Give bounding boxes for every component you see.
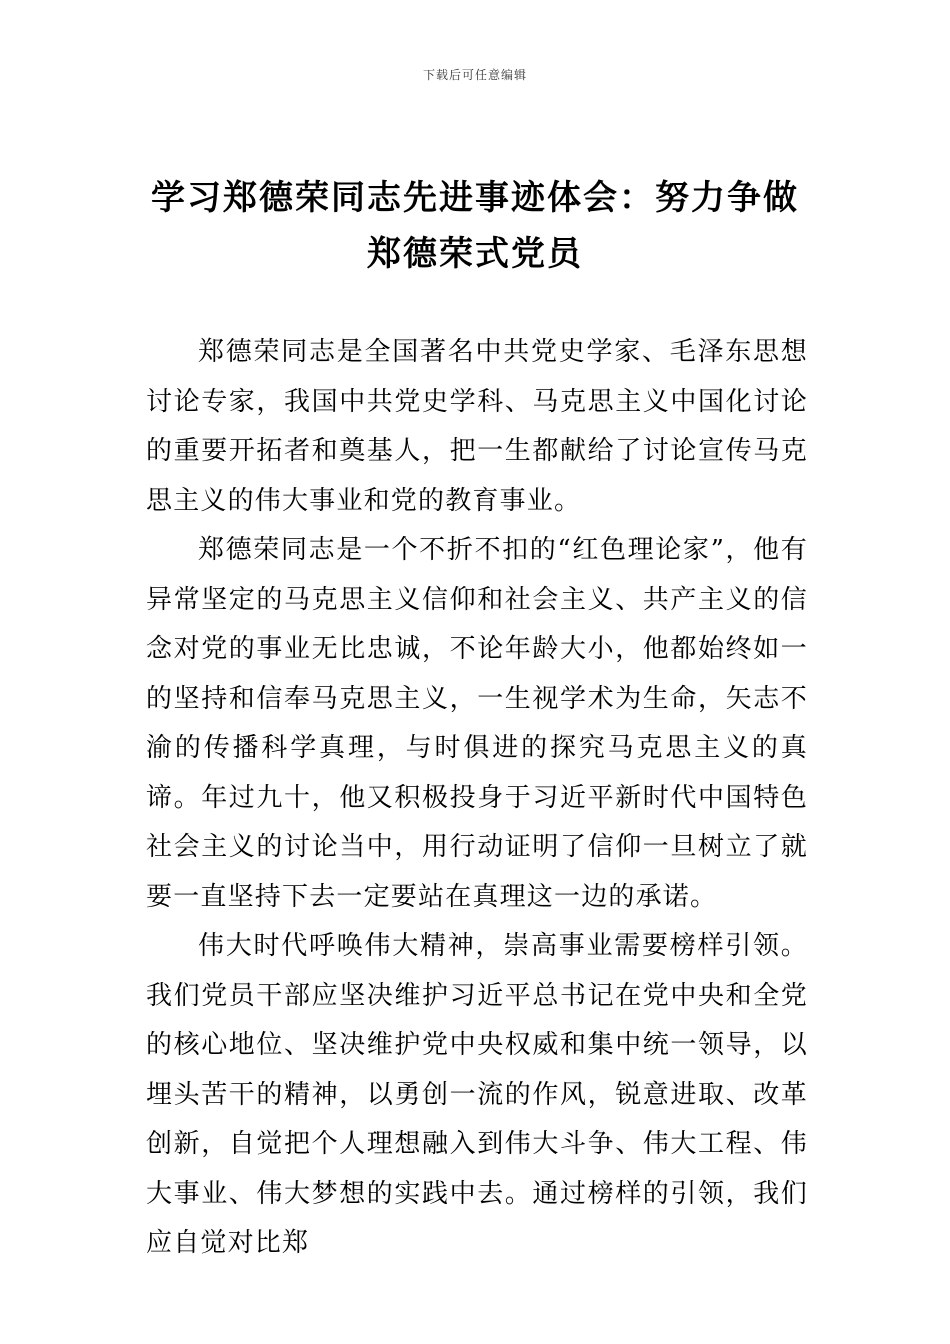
document-body — [146, 328, 808, 1269]
page-header-note: 下载后可任意编辑 — [422, 68, 527, 82]
paragraph: 郑德荣同志是一个不折不扣的“红色理论家”，他有异常坚定的马克思主义信仰和社会主义、共产主义的信念对党的事业无比忠诚，不论年龄大小，他都始终如一的坚持和信奉马克思主义，一生视学术为生命，矢志不渝的传播科学真理，与时俱进的探究马克思主义的真谛。年过九十，他又积极投身于习近平新时代中国特色社会主义的讨论当中，用行动证明了信仰一旦树立了就要一直坚持下去一定要站在真理这一边的承诺。 — [146, 535, 808, 912]
paragraph: 伟大时代呼唤伟大精神，崇高事业需要榜样引领。我们党员干部应坚决维护习近平总书记在党中央和全党的核心地位、坚决维护党中央权威和集中统一领导，以埋头苦干的精神，以勇创一流的作风，锐意进取、改革创新，自觉把个人理想融入到伟大斗争、伟大工程、伟大事业、伟大梦想的实践中去。通过榜样的引领，我们应自觉对比郑 — [146, 931, 808, 1258]
document-title: 学习郑德荣同志先进事迹体会：努力争做郑德荣式党员 — [151, 178, 799, 274]
paragraph: 郑德荣同志是全国著名中共党史学家、毛泽东思想讨论专家，我国中共党史学科、马克思主义中国化讨论的重要开拓者和奠基人，把一生都献给了讨论宣传马克思主义的伟大事业和党的教育事业。 — [146, 337, 808, 516]
